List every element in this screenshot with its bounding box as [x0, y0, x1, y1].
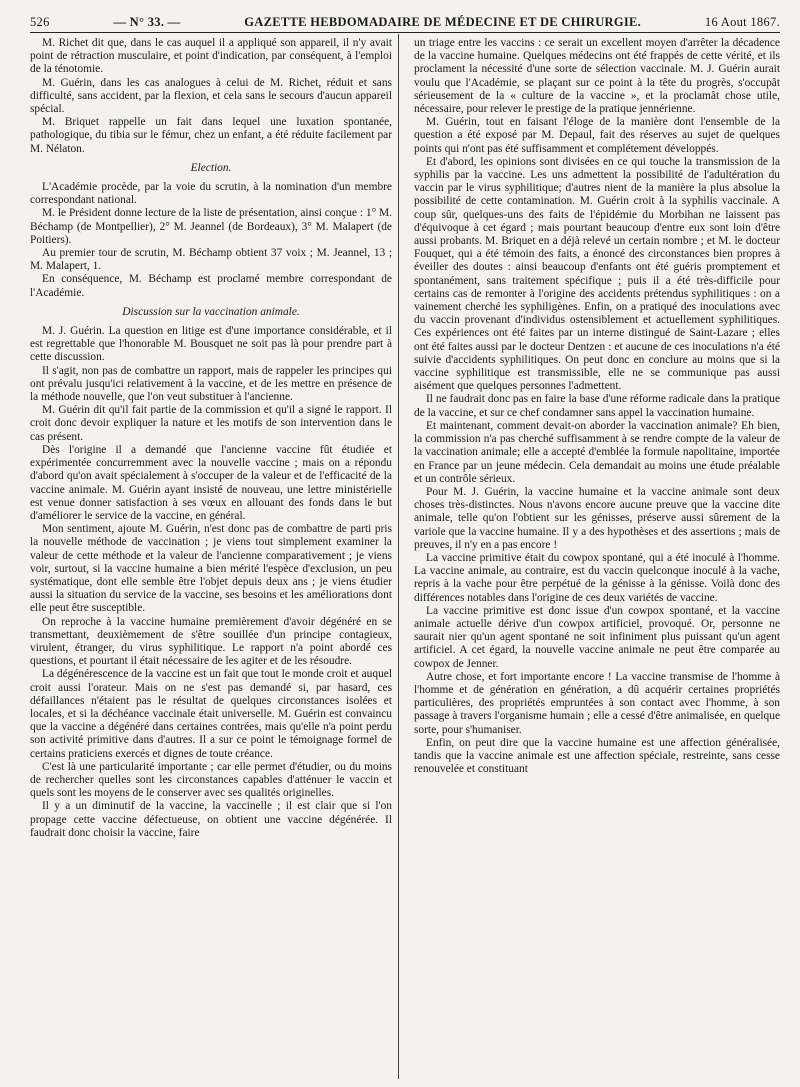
issue-number: — N° 33. —	[113, 15, 181, 29]
paragraph: M. Richet dit que, dans le cas auquel il a appliqué son appareil, il n'y avait point de rétraction musculaire, et point d'indication, par conséquent, à l'emploi de la ténotomie.	[30, 37, 392, 76]
left-column	[30, 37, 392, 840]
paragraph: M. Guérin, tout en faisant l'éloge de la manière dont l'ensemble de la question a été exposé par M. Depaul, fait des réserves au sujet de quelques points qui n'ont pas été suffisamment et complétement développés.	[414, 116, 780, 155]
paragraph: C'est là une particularité importante ; car elle permet d'étudier, ou du moins de rechercher quelles sont les circonstances capables d'atténuer le vaccin et quels sont les moyens de le conserver avec ses qualités originelles.	[30, 760, 392, 800]
page-number: 526	[30, 15, 50, 29]
column-divider	[398, 34, 399, 1079]
paragraph: La vaccine primitive était du cowpox spontané, qui a été inoculé à l'homme. La vaccine animale, au contraire, est du vaccin quelconque inoculé à la vache, repris à la vache pour être perpétué de la génisse à la génisse. Voilà donc des différences notables dans l'origine de ces deux variétés de vaccine.	[414, 551, 780, 604]
paragraph: M. J. Guérin. La question en litige est d'une importance considérable, et il est regrettable que l'honorable M. Bousquet ne soit pas là pour prendre part à cette discussion.	[30, 325, 392, 364]
paragraph: Dès l'origine il a demandé que l'ancienne vaccine fût étudiée et expérimentée concurremment avec la nouvelle vaccine ; mais on a répondu d'abord qu'on avait spécialement à s'occuper de la valeur et de l'efficacité de la vaccine animale. M. Guérin ayant insisté de nouveau, une lettre ministérielle est venue donner satisfaction à ses vœux en allouant des fonds dans le but d'améliorer le service de la vaccine, en général.	[30, 443, 392, 522]
paragraph: On reproche à la vaccine humaine premièrement d'avoir dégénéré en se transmettant, deuxièmement de s'être souillée d'un principe contagieux, virulent, étranger, du virus syphilitique. Le rapport n'a point abordé ces questions, et pourtant il était nécessaire de les agiter et de les résoudre.	[30, 615, 392, 668]
text-columns	[30, 37, 780, 840]
paragraph: Autre chose, et fort importante encore ! La vaccine transmise de l'homme à l'homme et de génération en génération, a dû acquérir certaines propriétés particulières, des propriétés empruntées à son contact avec l'homme, à son passage à travers l'organisme humain ; elle a cessé d'être animalisée, en quelque sorte, pour s'humaniser.	[414, 670, 780, 736]
paragraph: M. Briquet rappelle un fait dans lequel une luxation spontanée, pathologique, du tibia sur le fémur, chez un enfant, a été réduite facilement par M. Nélaton.	[30, 116, 392, 155]
journal-title: GAZETTE HEBDOMADAIRE DE MÉDECINE ET DE CHIRURGIE.	[244, 15, 642, 29]
section-title-election: Election.	[190, 161, 232, 174]
paragraph: La dégénérescence de la vaccine est un fait que tout le monde croit et auquel croit aussi l'orateur. Mais on ne s'est pas demandé si, par hasard, ces défaillances n'étaient pas le résultat de quelques circonstances isolées et locales, et si la déchéance vaccinale était universelle. M. Guérin est convaincu que la vaccine a dégénéré dans certaines contrées, mais qu'elle n'a point perdu son activité primitive dans d'autres. Il a sur ce point le témoignage formel de certains praticiens exercés et dignes de toute créance.	[30, 668, 392, 760]
paragraph: Pour M. J. Guérin, la vaccine humaine et la vaccine animale sont deux choses très-distinctes. Nous n'avons encore aucune preuve que la vaccine dite animale, telle qu'on l'obtient sur les génisses, préserve aussi sûrement de la variole que la vaccine humaine. Il y a des hypothèses et des assertions ; mais de preuves, il n'y en a pas encore !	[414, 485, 780, 551]
right-column	[414, 37, 780, 840]
paragraph: La vaccine primitive est donc issue d'un cowpox spontané, et la vaccine animale actuelle dérive d'un cowpox artificiel, provoqué. Or, personne ne saurait nier qu'un agent spontané ne soit infiniment plus puissant qu'un agent artificiel. A cet égard, la nouvelle vaccine animale ne peut être comparée au cowpox de Jenner.	[414, 604, 780, 670]
paragraph: Et maintenant, comment devait-on aborder la vaccination animale? Eh bien, la commission n'a pas cherché suffisamment à se rendre compte de la valeur de la vaccination animale; elle a accepté d'emblée la formule napolitaine, importée en France par un jeune médecin. Cela demandait au moins une étude préalable et un contrôle sérieux.	[414, 419, 780, 485]
paragraph: Il s'agit, non pas de combattre un rapport, mais de rappeler les principes qui ont prévalu jusqu'ici relativement à la vaccine, et de les mettre en présence de la méthode nouvelle, que l'on veut substituer à l'ancienne.	[30, 364, 392, 404]
paragraph: M. le Président donne lecture de la liste de présentation, ainsi conçue : 1° M. Béchamp (de Montpellier), 2° M. Jeannel (de Bordeaux), 3° M. Malapert (de Poitiers).	[30, 207, 392, 246]
section-title-discussion: Discussion sur la vaccination animale.	[122, 305, 300, 318]
issue-date: 16 Aout 1867.	[704, 15, 780, 29]
paragraph: M. Guérin dit qu'il fait partie de la commission et qu'il a signé le rapport. Il croit donc devoir expliquer la nature et les motifs de son intervention dans le cas présent.	[30, 404, 392, 443]
paragraph: Enfin, on peut dire que la vaccine humaine est une affection généralisée, tandis que la vaccine animale est une affection spéciale, restreinte, sans cesse renouvelée et constituant	[414, 736, 780, 776]
paragraph: Il y a un diminutif de la vaccine, la vaccinelle ; il est clair que si l'on propage cette vaccine défectueuse, on obtient une vaccine dégénérée. Il faudrait donc choisir la vaccine, faire	[30, 800, 392, 839]
paragraph: un triage entre les vaccins : ce serait un excellent moyen d'arrêter la décadence de la vaccine humaine. Quelques médecins ont été frappés de cette vérité, et ils proclament la nécessité d'une sorte de sélection vaccinale. M. J. Guérin aurait voulu que l'Académie, se plaçant sur ce point à la tête du progrès, s'occupât sérieusement de la « culture de la vaccine », et la proclamât chose utile, nécessaire, pour relever le prestige de la pratique jennérienne.	[414, 37, 780, 116]
page-header	[30, 0, 780, 33]
paragraph: Mon sentiment, ajoute M. Guérin, n'est donc pas de combattre de parti pris la nouvelle méthode de vaccination ; je viens tout simplement examiner la valeur de cette méthode et la valeur de l'ancienne comparativement ; je viens voir, surtout, si la vaccine humaine a bien mérité l'espèce d'exclusion, un peu systématique, dont elle semble être l'objet depuis deux ans ; je viens étudier aussi la situation du service de la vaccine, ses besoins et les améliorations dont elle peut être susceptible.	[30, 523, 392, 615]
paragraph: Et d'abord, les opinions sont divisées en ce qui touche la transmission de la syphilis par la vaccine. Les uns admettent la possibilité de l'adultération du vaccin par le virus syphilitique; d'autres nient de la manière la plus absolue la possibilité de cette contamination. M. Guérin croit à la syphilis vaccinale. A coup sûr, quelques-uns des faits de l'épidémie du Morbihan ne laissent pas d'équivoque à cet égard ; mais pourtant beaucoup d'entre eux sont loin d'être aussi probants. M. Briquet en a déjà relevé un certain nombre ; et M. le docteur Fouquet, qui a été témoin des faits, a énoncé des circonstances bien propres à éveiller des doutes : ainsi beaucoup d'enfants ont été guéris promptement et spontanément, sans traitement spécifique ; puis il a été très-difficile pour certains cas de remonter à l'origine des accidents prétendus syphilitiques : on a vainement cherché les syphiligènes. Enfin, on a pratiqué des inoculations avec du vaccin provenant d'individus ostensiblement et actuellement syphilitiques. Ces expériences ont été faites par un interne distingué de Saint-Lazare ; elles ont été faites aussi par le docteur Dentzen : et aucune de ces inoculations n'a été suivie d'accidents syphilitiques. On peut donc en conclure au moins que si la vaccine syphilitique est transmissible, elle ne se communique pas aussi aisément que quelques personnes l'admettent.	[414, 155, 780, 393]
paragraph: En conséquence, M. Béchamp est proclamé membre correspondant de l'Académie.	[30, 273, 392, 299]
paragraph: Au premier tour de scrutin, M. Béchamp obtient 37 voix ; M. Jeannel, 13 ; M. Malapert, 1.	[30, 247, 392, 273]
paragraph: M. Guérin, dans les cas analogues à celui de M. Richet, réduit et sans difficulté, sans accident, par la flexion, et cela sans le secours d'aucun appareil spécial.	[30, 76, 392, 116]
paragraph: L'Académie procède, par la voie du scrutin, à la nomination d'un membre correspondant national.	[30, 181, 392, 207]
paragraph: Il ne faudrait donc pas en faire la base d'une réforme radicale dans la pratique de la vaccine, et sur ce chef condamner sans appel la vaccination humaine.	[414, 393, 780, 419]
